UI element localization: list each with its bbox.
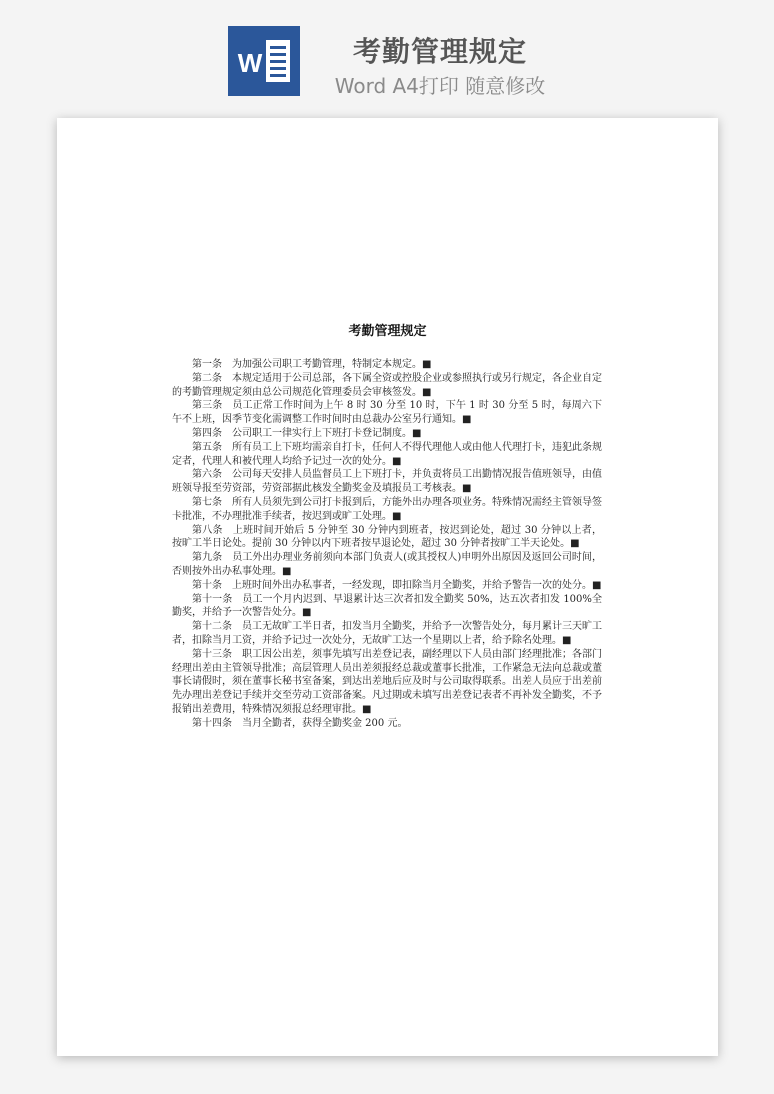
article-7: 第七条 所有人员须先到公司打卡报到后，方能外出办理各项业务。特殊情况需经主管领导签卡批准，不办理批准手续者，按迟到或旷工处理。■ [172, 496, 602, 522]
article-4: 第四条 公司职工一律实行上下班打卡登记制度。■ [192, 427, 422, 439]
document-title: 考勤管理规定 [348, 324, 427, 339]
article-9: 第九条 员工外出办理业务前须向本部门负责人(或其授权人)申明外出原因及返回公司时间，否则按外出办私事处理。■ [172, 552, 602, 577]
document-body [172, 358, 602, 731]
article-5: 第五条 所有员工上下班均需亲自打卡，任何人不得代理他人或由他人代理打卡，违犯此条规定者，代理人和被代理人均给予记过一次的处分。■ [172, 441, 602, 467]
article-10: 第十条 上班时间外出办私事者，一经发现，即扣除当月全勤奖，并给予警告一次的处分。■ [192, 579, 602, 591]
word-icon [228, 26, 300, 96]
article-11: 第十一条 员工一个月内迟到、早退累计达三次者扣发全勤奖 50%，达五次者扣发 100%全勤奖，并给予一次警告处分。■ [172, 593, 602, 619]
header-title: 考勤管理规定 [352, 35, 527, 68]
svg-text:W: W [237, 48, 263, 78]
article-6: 第六条 公司每天安排人员监督员工上下班打卡，并负责将员工出勤情况报告值班领导，由值班领导报至劳资部，劳资部据此核发全勤奖金及填报员工考核表。■ [172, 469, 602, 495]
article-12: 第十二条 员工无故旷工半日者，扣发当月全勤奖，并给予一次警告处分，每月累计三天旷工者，扣除当月工资，并给予记过一次处分，无故旷工达一个星期以上者，给予除名处理。■ [172, 621, 602, 646]
article-14: 第十四条 当月全勤者，获得全勤奖金 200 元。 [192, 717, 408, 729]
article-13: 第十三条 职工因公出差，须事先填写出差登记表，副经理以下人员由部门经理批准；各部门经理出差由主管领导批准；高层管理人员出差须报经总裁或董事长批准，工作紧急无法向总裁或董事长请假时，须在董事长秘书室备案，到达出差地后应及时与公司取得联系。出差人员应于出差前先办理出差登记手续并交至劳动工资部备案。凡过期或未填写出差登记表者不再补发全勤奖，不予报销出差费用，特殊情况须报总经理审批。■ [172, 648, 602, 715]
header-subtitle: Word A4打印 随意修改 [334, 74, 546, 98]
document-page [57, 118, 718, 1056]
article-3: 第三条 员工正常工作时间为上午 8 时 30 分至 10 时，下午 1 时 30 分至 5 时，每周六下午不上班，因季节变化需调整工作时间时由总裁办公室另行通知。■ [172, 400, 602, 426]
article-8: 第八条 上班时间开始后 5 分钟至 30 分钟内到班者，按迟到论处，超过 30 分钟以上者，按旷工半日论处。提前 30 分钟以内下班者按早退论处，超过 30 分钟者按旷工半天论处。■ [172, 524, 602, 550]
article-1: 第一条 为加强公司职工考勤管理，特制定本规定。■ [192, 359, 432, 370]
header [0, 0, 774, 110]
article-2: 第二条 本规定适用于公司总部，各下属全资或控股企业或参照执行或另行规定，各企业自定的考勤管理规定须由总公司规范化管理委员会审核签发。■ [172, 372, 602, 398]
